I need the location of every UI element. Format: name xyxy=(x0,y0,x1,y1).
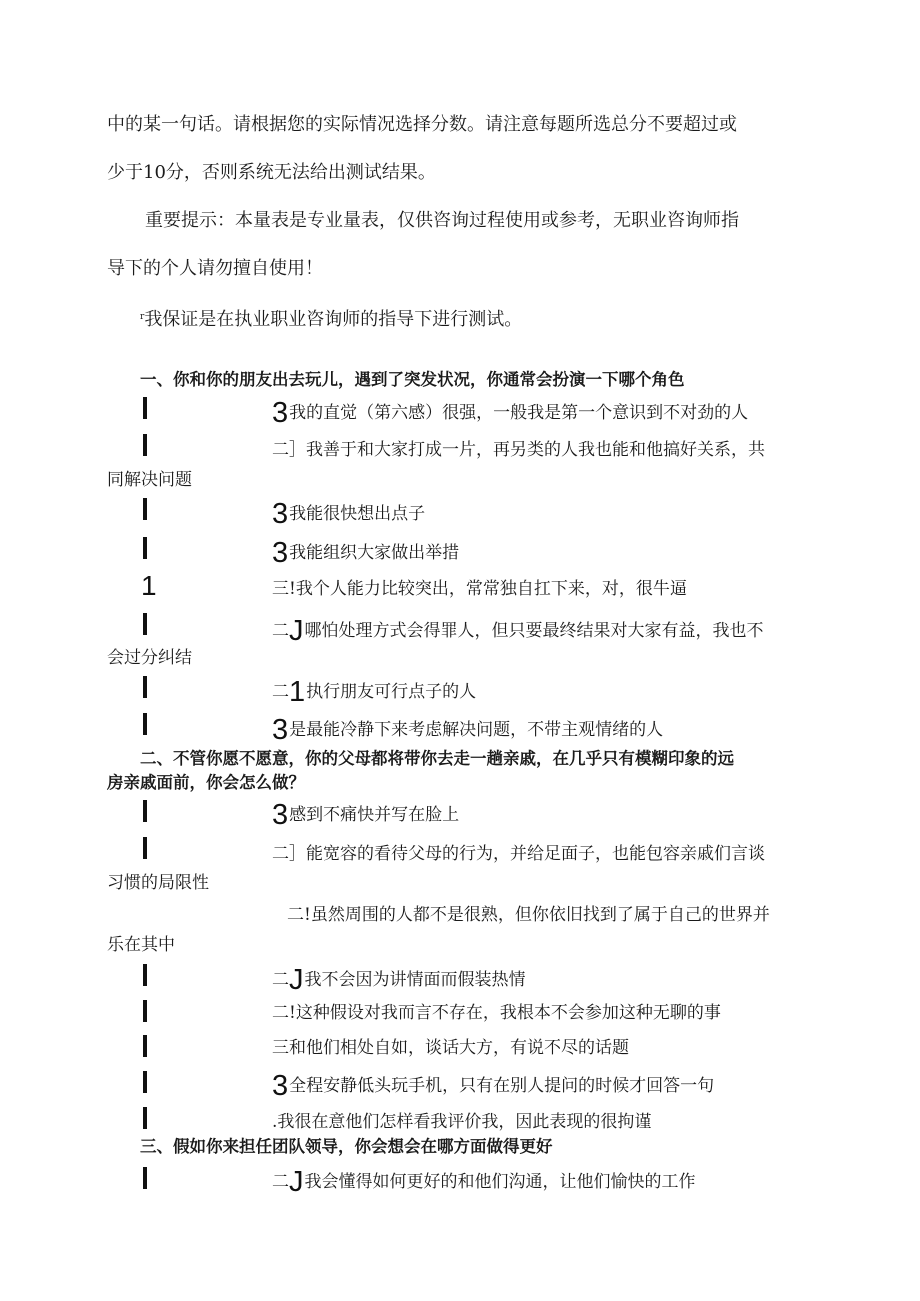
q1-option-7 xyxy=(272,678,476,706)
score: 3 xyxy=(272,714,289,746)
q1-option-6-cont: 会过分纠结 xyxy=(107,648,192,668)
score: 二 xyxy=(272,970,289,990)
option-marker-one: 1 xyxy=(141,570,157,601)
intro-line-1: 中的某一句话。请根据您的实际情况选择分数。请注意每题所选总分不要超过或 xyxy=(107,114,737,135)
option-text: 哪怕处理方式会得罪人，但只要最终结果对大家有益，我也不 xyxy=(304,621,764,641)
option-text: 我不会因为讲情面而假装热情 xyxy=(304,970,526,990)
option-text: 我的直觉（第六感）很强，一般我是第一个意识到不对劲的人 xyxy=(289,403,749,423)
option-text: 执行朋友可行点子的人 xyxy=(306,682,477,702)
score: 二 xyxy=(272,1172,289,1192)
question-2-title-line-2: 房亲戚面前，你会怎么做？ xyxy=(107,773,305,792)
option-marker xyxy=(143,1071,147,1093)
q2-option-1 xyxy=(272,801,459,829)
option-text: 我能很快想出点子 xyxy=(289,504,426,524)
score: . xyxy=(272,1112,278,1132)
option-text: 全程安静低头玩手机，只有在别人提问的时候才回答一句 xyxy=(289,1076,715,1096)
q2-option-8 xyxy=(272,1111,651,1133)
option-marker xyxy=(143,1035,147,1057)
score-glyph: J xyxy=(289,615,304,647)
intro-line-2: 少于10分，否则系统无法给出测试结果。 xyxy=(107,162,436,183)
q1-option-8 xyxy=(272,716,663,744)
score: 3 xyxy=(272,498,289,530)
score: 二］ xyxy=(272,440,306,460)
pledge-text: 我保证是在执业职业咨询师的指导下进行测试。 xyxy=(144,309,523,330)
option-text: 感到不痛快并写在脸上 xyxy=(289,805,460,825)
option-text: 我善于和大家打成一片，再另类的人我也能和他搞好关系，共 xyxy=(306,440,765,460)
score: 3 xyxy=(272,537,289,569)
question-2-title-line-1: 二、不管你愿不愿意，你的父母都将带你去走一趟亲戚，在几乎只有模糊印象的远 xyxy=(140,749,734,768)
score-glyph: J xyxy=(289,964,304,996)
score: 二! xyxy=(287,905,311,925)
pledge-line xyxy=(140,306,522,331)
q2-option-5 xyxy=(272,1002,721,1024)
option-text: 我个人能力比较突出，常常独自扛下来，对，很牛逼 xyxy=(295,579,687,599)
score: 3 xyxy=(272,799,289,831)
q2-option-2 xyxy=(272,843,765,865)
option-marker xyxy=(143,713,147,735)
option-text: 和他们相处自如，谈话大方，有说不尽的话题 xyxy=(289,1038,629,1058)
q2-option-2-cont: 习惯的局限性 xyxy=(107,873,209,893)
question-1-title: 一、你和你的朋友出去玩儿，遇到了突发状况，你通常会扮演一下哪个角色 xyxy=(140,370,685,389)
q1-option-1 xyxy=(272,399,748,427)
option-text: 这种假设对我而言不存在，我根本不会参加这种无聊的事 xyxy=(295,1003,721,1023)
score: 二］ xyxy=(272,844,306,864)
option-marker xyxy=(143,613,147,635)
score: 3 xyxy=(272,1070,289,1102)
option-marker xyxy=(143,964,147,986)
q2-option-4 xyxy=(272,966,526,994)
q2-option-6 xyxy=(272,1037,629,1059)
option-text: 虽然周围的人都不是很熟，但你依旧找到了属于自己的世界并 xyxy=(310,905,770,925)
notice-line-2: 导下的个人请勿擅自使用！ xyxy=(107,258,323,279)
score: 二 xyxy=(272,621,289,641)
score-glyph: J xyxy=(289,1166,304,1198)
q1-option-2-cont: 同解决问题 xyxy=(107,470,192,490)
q1-option-3 xyxy=(272,500,425,528)
option-marker xyxy=(143,434,147,456)
q3-option-1 xyxy=(272,1168,696,1196)
option-marker xyxy=(143,800,147,822)
q1-option-5 xyxy=(272,578,687,600)
option-text: 我很在意他们怎样看我评价我，因此表现的很拘谨 xyxy=(277,1112,652,1132)
option-text: 我会懂得如何更好的和他们沟通，让他们愉快的工作 xyxy=(304,1172,696,1192)
score: 三! xyxy=(272,579,296,599)
option-text: 我能组织大家做出举措 xyxy=(289,543,460,563)
q2-option-3 xyxy=(287,904,770,926)
notice-line-1: 重要提示：本量表是专业量表，仅供咨询过程使用或参考，无职业咨询师指 xyxy=(145,210,739,231)
option-marker xyxy=(143,1000,147,1022)
q1-option-4 xyxy=(272,539,459,567)
score-glyph: 1 xyxy=(289,676,306,708)
option-marker xyxy=(143,498,147,520)
option-marker xyxy=(143,1167,147,1189)
question-3-title: 三、假如你来担任团队领导，你会想会在哪方面做得更好 xyxy=(140,1137,553,1156)
option-marker xyxy=(143,1107,147,1129)
option-marker xyxy=(143,837,147,859)
score: 二 xyxy=(272,682,289,702)
q2-option-3-cont: 乐在其中 xyxy=(107,935,175,955)
score: 3 xyxy=(272,397,289,429)
option-marker xyxy=(143,537,147,559)
option-marker xyxy=(143,676,147,698)
score: 二! xyxy=(272,1003,296,1023)
option-marker xyxy=(143,397,147,419)
q1-option-6 xyxy=(272,617,764,645)
q2-option-7 xyxy=(272,1072,714,1100)
q1-option-2 xyxy=(272,439,765,461)
option-text: 能宽容的看待父母的行为，并给足面子，也能包容亲戚们言谈 xyxy=(306,844,765,864)
score: 三 xyxy=(272,1038,289,1058)
option-text: 是最能冷静下来考虑解决问题，不带主观情绪的人 xyxy=(289,720,664,740)
pledge-checkbox-mark: r xyxy=(140,312,145,322)
